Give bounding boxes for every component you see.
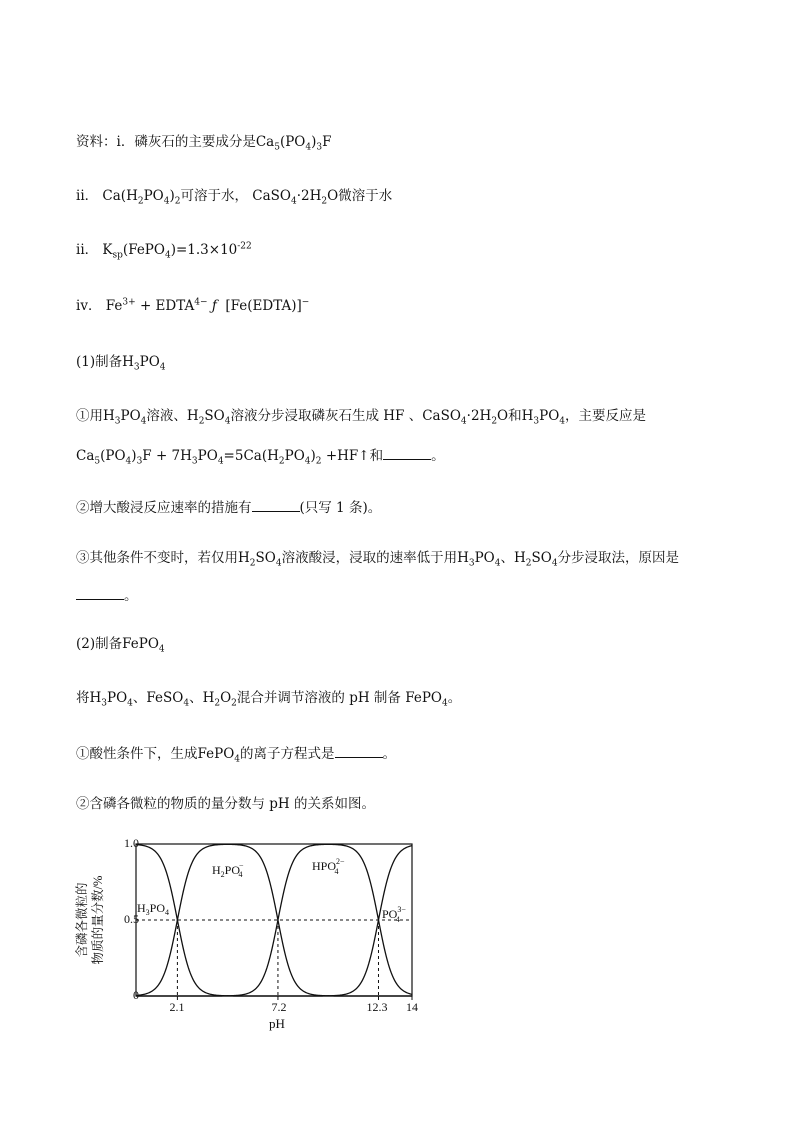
x-axis-label: pH — [269, 1016, 285, 1031]
part1-q1-end: 。 — [431, 448, 445, 464]
material-iii-exp: -22 — [237, 241, 252, 252]
part1-q3-line2 — [76, 586, 138, 606]
material-iv-label: iv． — [76, 298, 102, 314]
part1-title-text: (1)制备 — [76, 354, 123, 370]
x-tick-label: 12.3 — [366, 1000, 388, 1014]
part1-q3-mid2: 、 — [500, 550, 514, 566]
y-tick-label: 0 — [133, 988, 139, 1002]
part2-intro-end: 。 — [447, 690, 462, 706]
series-label-hpo4: $HPO^{2-}$ 4 — [312, 857, 345, 876]
part1-q3-end: 。 — [124, 588, 138, 604]
series-label-h2po4: $H_2PO- 4$ — [212, 861, 244, 879]
part1-title: (1)制备$H_3PO_4$ — [76, 354, 166, 373]
part2-intro-prefix: 将 — [76, 690, 90, 706]
y-axis-label-line1: 含磷各微粒的 — [75, 882, 89, 958]
part1-q1-suffix: ，主要反应是 — [565, 408, 647, 424]
material-ii-label: ii． — [76, 188, 99, 204]
series-label-po4: $PO^{3-}$ 4 — [382, 905, 406, 924]
series-label-h3po4: $H_3PO_4$ — [137, 901, 170, 917]
part1-q1-prefix: ①用 — [76, 408, 103, 424]
part1-q1-line2: $Ca_5(PO_4)_3F + 7H_3PO_4=5Ca(H_2PO_4)_2$ +HF↑和 。 — [76, 448, 445, 467]
part2-title-text: (2)制备 — [76, 636, 123, 652]
part1-q2-text: ②增大酸浸反应速率的措施有 — [76, 500, 252, 516]
part2-q1-end: 。 — [382, 746, 397, 762]
part1-q3-text: ③其他条件不变时，若仅用 — [76, 550, 238, 566]
x-tick-label: 14 — [406, 1000, 418, 1014]
material-iii: ii． $K_{sp}(FePO_4)=1.3\times 10^{-22}$ — [76, 241, 252, 261]
material-ii-suffix: 微溶于水 — [338, 188, 393, 204]
part1-q1-mid3: 和 — [508, 408, 522, 424]
material-iii-value: (FePO — [122, 242, 165, 258]
part1-q1-line1: ①用$H_3PO_4$溶液、$H_2SO_4$溶液分步浸取磷灰石生成 HF 、$CaSO_4\cdot 2H_2O$和$H_3PO_4$，主要反应是 — [76, 408, 647, 427]
part2-intro-suffix: 混合并调节溶液的 pH 制备 — [236, 690, 401, 706]
y-tick-label: 1.0 — [124, 836, 139, 850]
part1-q3-mid3: 分步浸取法，原因是 — [557, 550, 680, 566]
part1-q3-mid1: 溶液酸浸，浸取的速率低于用 — [281, 550, 458, 566]
material-intro: 资料：i．磷灰石的主要成分是$Ca_5(PO_4)_3F$ — [76, 134, 332, 153]
y-axis-label-line2: 物质的量分数/% — [91, 875, 105, 965]
part2-q1: ①酸性条件下，生成FePO$_4$的离子方程式是 。 — [76, 746, 397, 765]
part2-q1-text: ①酸性条件下，生成 — [76, 746, 198, 762]
x-tick-label: 7.2 — [271, 1000, 287, 1014]
part2-q2 — [76, 794, 375, 814]
material-iii-eq: )=1.3×10 — [170, 242, 238, 258]
material-iv: iv． $Fe^{3+}$ + $EDTA^{4-}$ ƒ [Fe(EDTA)]− — [76, 297, 310, 314]
plot-area — [136, 844, 412, 1000]
part2-q1-suffix: 的离子方程式是 — [240, 746, 335, 762]
answer-blank[interactable] — [252, 499, 300, 512]
part2-title: (2)制备FePO$_4$ — [76, 636, 165, 655]
answer-blank[interactable] — [76, 587, 124, 600]
part2-intro: 将$H_3PO_4$、FeSO$_4$、$H_2O_2$混合并调节溶液的 pH 制备 FePO$_4$。 — [76, 690, 462, 709]
part1-q2 — [76, 498, 381, 518]
part2-q2-text: ②含磷各微粒的物质的量分数与 pH 的关系如图。 — [76, 796, 375, 812]
y-tick-label: 0.5 — [124, 912, 139, 926]
speciation-chart — [70, 828, 430, 1038]
part1-q3-line1: ③其他条件不变时，若仅用$H_2SO_4$溶液酸浸，浸取的速率低于用$H_3PO_4$、$H_2SO_4$分步浸取法，原因是 — [76, 550, 680, 569]
part1-q1-mid2: 溶液分步浸取磷灰石生成 HF 、 — [230, 408, 423, 424]
part1-q1-eq-suffix: +HF↑和 — [325, 448, 384, 464]
x-tick-label: 2.1 — [169, 1000, 185, 1014]
material-ii: ii． $Ca(H_2PO_4)_2$可溶于水， $CaSO_4\cdot 2H_2O$微溶于水 — [76, 188, 393, 207]
part1-q1-mid1: 溶液、 — [146, 408, 187, 424]
answer-blank[interactable] — [335, 745, 383, 758]
answer-blank[interactable] — [383, 447, 431, 460]
part1-q2-end: (只写 1 条)。 — [299, 500, 382, 516]
material-ii-text: 可溶于水， — [180, 188, 248, 204]
material-iii-label: ii． — [76, 242, 99, 258]
material-intro-text: 资料：i．磷灰石的主要成分是 — [76, 134, 256, 150]
